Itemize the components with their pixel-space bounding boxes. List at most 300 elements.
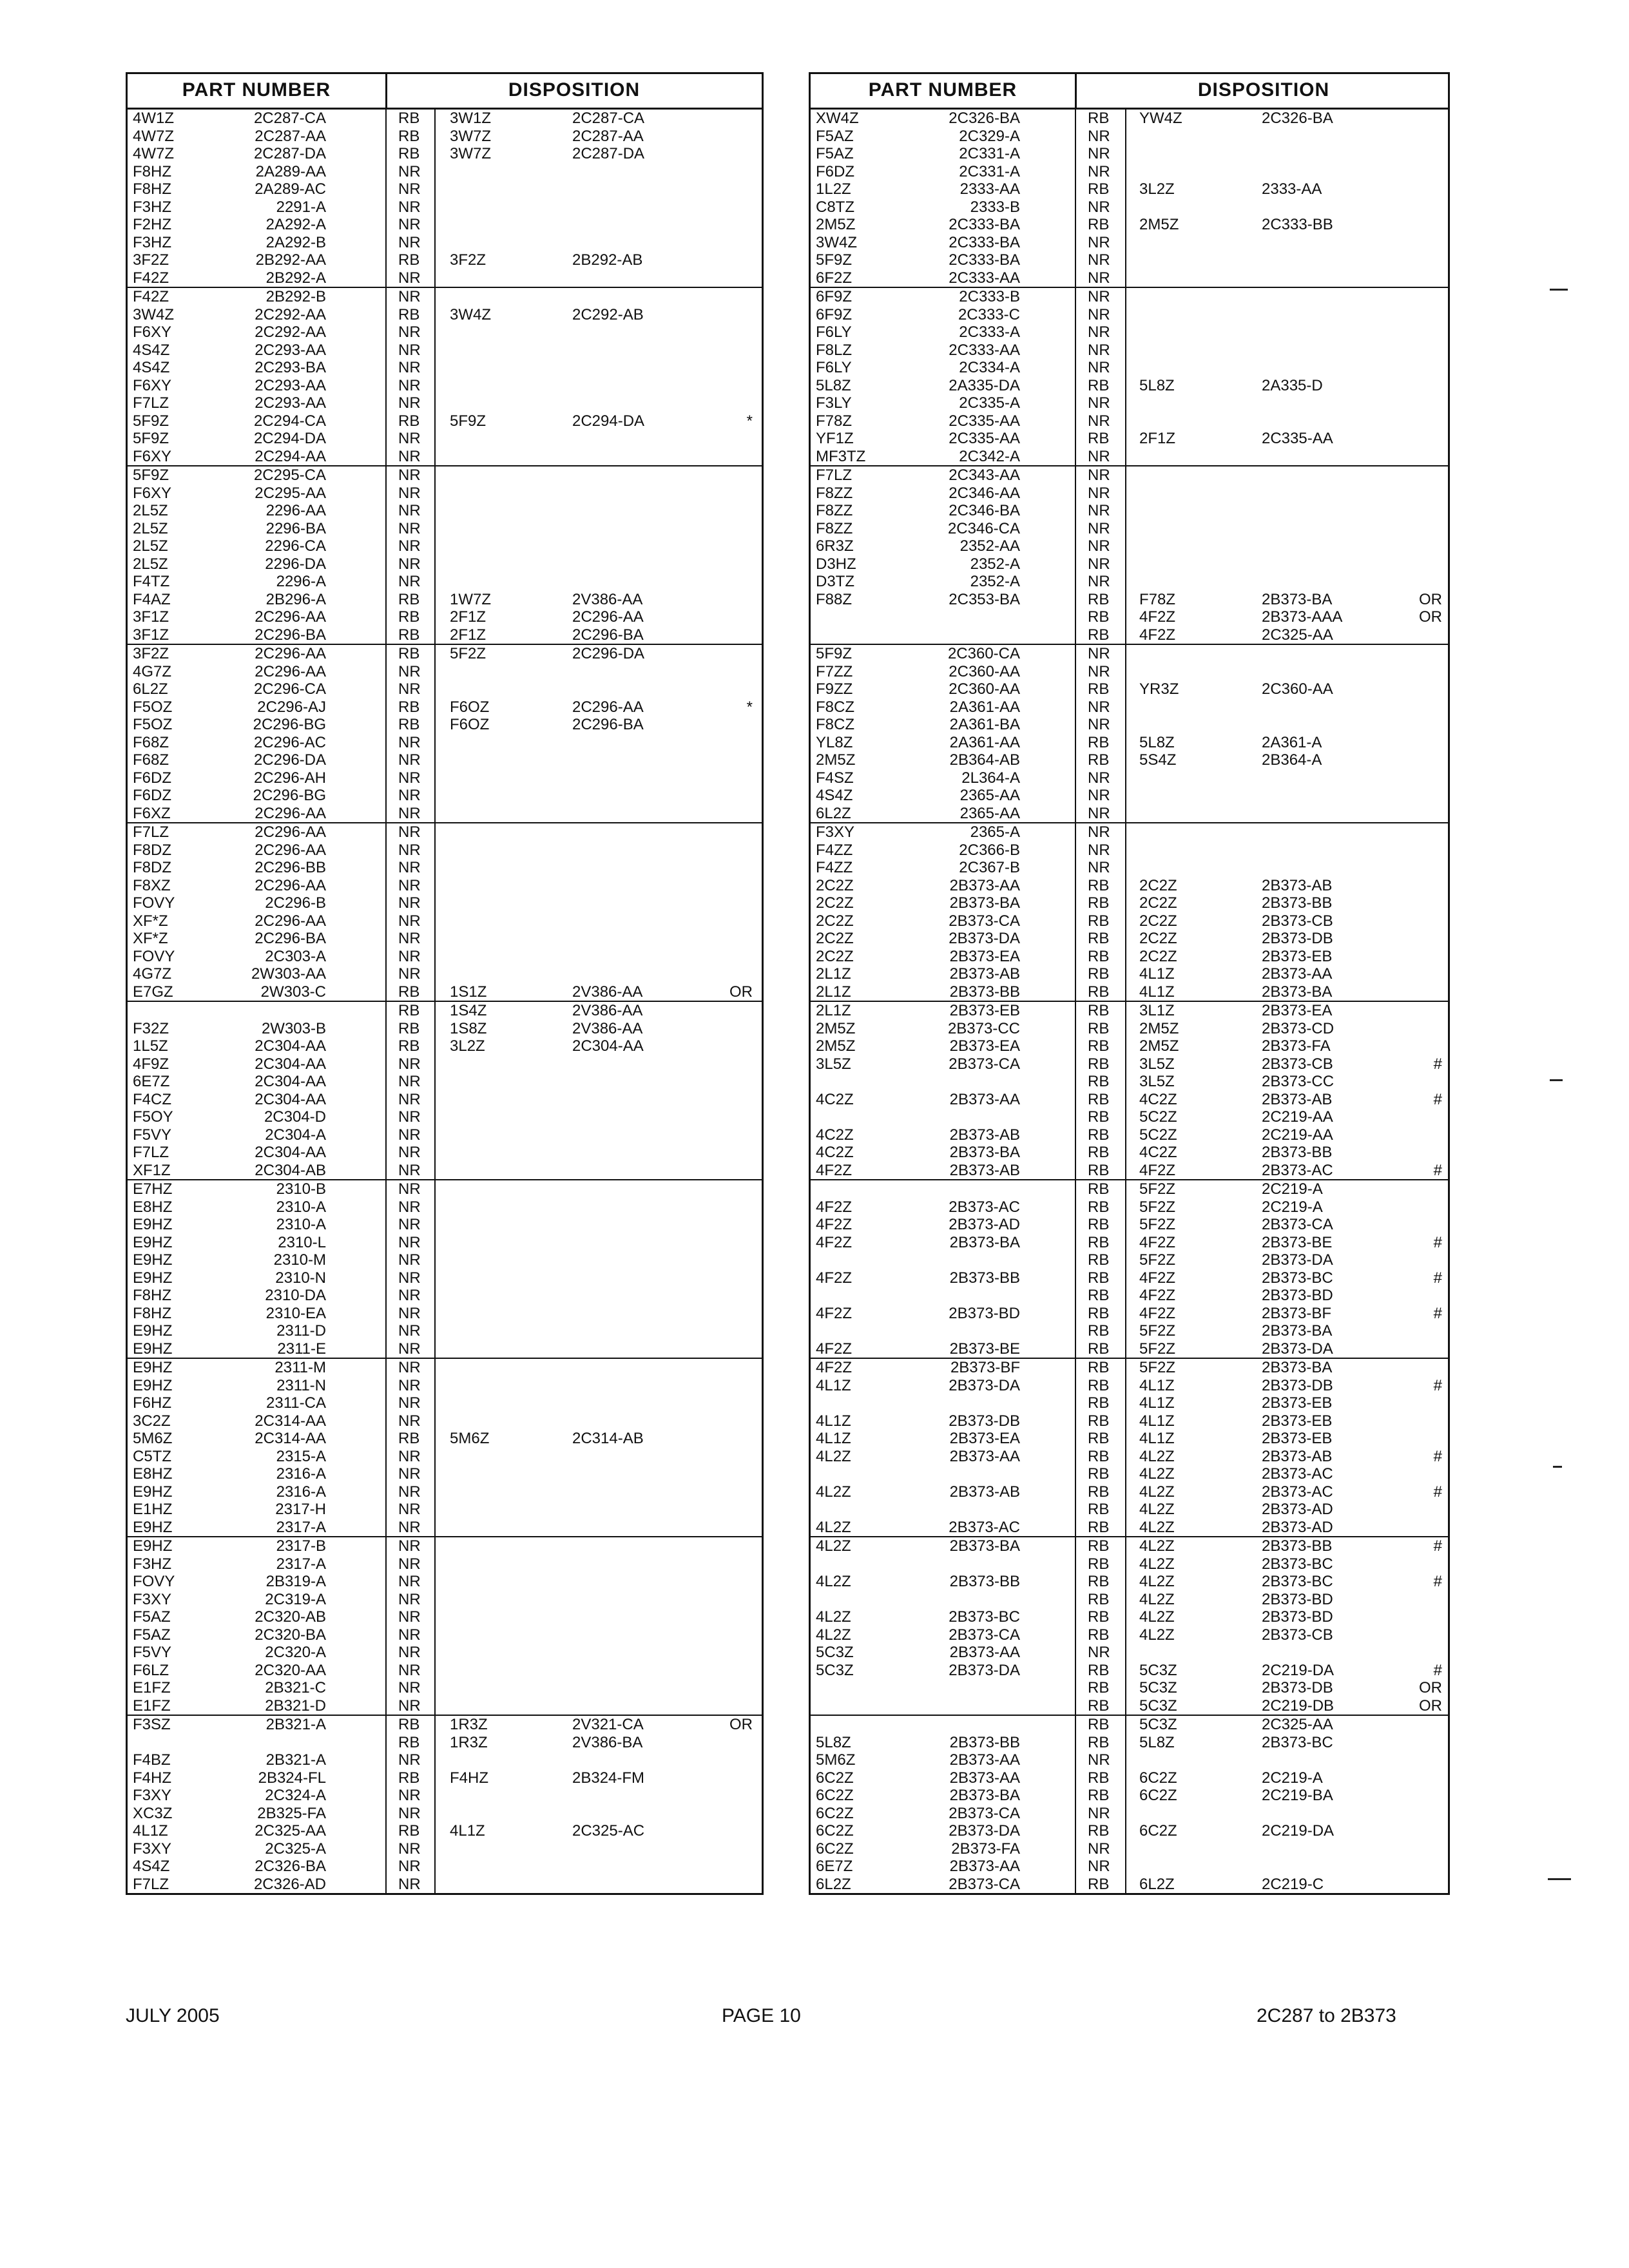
table-row: [811, 1465, 1448, 1483]
model-code: XF1Z: [133, 1161, 171, 1179]
replacement-part: 2B373-AD: [1262, 1501, 1333, 1518]
model-code: F7LZ: [816, 466, 853, 484]
table-row: [128, 805, 762, 823]
replacement-model: 5L8Z: [1139, 1733, 1175, 1751]
model-code: 2L1Z: [816, 965, 851, 983]
disposition-code: NR: [1088, 127, 1110, 145]
part-number: 2W303-AA: [251, 965, 326, 983]
disposition-code: NR: [1088, 662, 1110, 680]
disposition-code: RB: [1088, 376, 1110, 394]
part-number: 2310-L: [278, 1233, 326, 1251]
replacement-part: 2C304-AA: [572, 1037, 644, 1055]
table-row: [811, 341, 1448, 360]
model-code: E9HZ: [133, 1537, 173, 1555]
table-row: [811, 894, 1448, 912]
model-code: 4F2Z: [816, 1269, 853, 1287]
replacement-model: 4L2Z: [1139, 1483, 1175, 1501]
table-row: [128, 1537, 762, 1555]
disposition-code: RB: [1088, 1269, 1110, 1287]
part-number-header: PART NUMBER: [868, 79, 1017, 101]
model-code: 4S4Z: [816, 787, 853, 804]
replacement-model: 5F2Z: [450, 645, 487, 662]
part-number: 2B373-DA: [949, 930, 1020, 947]
disposition-code: RB: [398, 1019, 420, 1037]
table-row: [811, 1287, 1448, 1305]
table-row: [128, 341, 762, 360]
replacement-part: 2A335-D: [1262, 376, 1323, 394]
table-row: [128, 680, 762, 698]
table-row: [128, 234, 762, 252]
replacement-part: 2C325-AA: [1262, 626, 1333, 644]
part-number: 2B364-AB: [949, 751, 1020, 769]
replacement-model: 5C3Z: [1139, 1679, 1177, 1696]
disposition-code: NR: [398, 930, 421, 947]
part-number: 2B373-CC: [947, 1019, 1020, 1037]
replacement-model: 5C3Z: [1139, 1661, 1177, 1679]
replacement-model: 1R3Z: [450, 1716, 488, 1733]
footer-page-number: PAGE 10: [722, 2005, 801, 2026]
replacement-part: 2B324-FM: [572, 1769, 645, 1787]
part-number: 2291-A: [276, 198, 326, 216]
table-row: [128, 128, 762, 146]
table-row: [811, 948, 1448, 966]
part-number: 2B319-A: [265, 1573, 326, 1590]
table-row: [811, 180, 1448, 198]
disposition-code: NR: [1088, 1840, 1110, 1858]
disposition-code: NR: [398, 1198, 421, 1216]
replacement-model: 4F2Z: [1139, 1161, 1176, 1179]
replacement-model: F78Z: [1139, 590, 1176, 608]
disposition-code: RB: [1088, 1679, 1110, 1696]
model-code: F6XZ: [133, 804, 171, 822]
disposition-code: NR: [398, 519, 421, 537]
part-number: 2C326-BA: [949, 110, 1020, 127]
part-number: 2C294-CA: [253, 412, 326, 430]
disposition-code: NR: [398, 1518, 421, 1536]
part-number-header: PART NUMBER: [182, 79, 331, 101]
replacement-model: 4L1Z: [1139, 1376, 1175, 1394]
disposition-code: NR: [1088, 198, 1110, 216]
replacement-part: 2V321-CA: [572, 1716, 644, 1733]
table-row: [811, 377, 1448, 395]
replacement-part: 2B373-AAA: [1262, 608, 1343, 626]
part-number: 2B373-AA: [949, 1644, 1020, 1661]
disposition-code: NR: [398, 1751, 421, 1769]
part-number: 2C342-A: [959, 447, 1020, 465]
part-number: 2B373-AA: [949, 876, 1020, 894]
model-code: F4HZ: [133, 1769, 171, 1787]
part-number: 2C304-AA: [255, 1090, 326, 1108]
table-row: [128, 1287, 762, 1305]
replacement-model: 4L2Z: [1139, 1501, 1175, 1518]
disposition-code: NR: [398, 1090, 421, 1108]
margin-mark: [1553, 1466, 1562, 1468]
table-row: [811, 145, 1448, 163]
disposition-code: RB: [1088, 912, 1110, 930]
replacement-model: 3L2Z: [450, 1037, 485, 1055]
part-number: 2C360-CA: [947, 645, 1020, 662]
part-number: 2B373-BE: [949, 1340, 1020, 1358]
note-mark: #: [1433, 1447, 1442, 1465]
part-number: 2B373-BB: [949, 1573, 1020, 1590]
replacement-model: 4F2Z: [1139, 1287, 1176, 1304]
part-number: 2C325-A: [265, 1840, 326, 1858]
replacement-model: 4L1Z: [1139, 1412, 1175, 1430]
table-row: [128, 412, 762, 430]
model-code: E8HZ: [133, 1198, 173, 1216]
part-number: 2C296-AA: [255, 662, 326, 680]
table-row: [811, 1108, 1448, 1126]
disposition-code: RB: [1088, 1555, 1110, 1573]
table-row: [811, 537, 1448, 555]
disposition-code: NR: [398, 1287, 421, 1304]
disposition-code: NR: [1088, 769, 1110, 787]
disposition-code: RB: [1088, 1430, 1110, 1447]
part-number: 2C335-A: [959, 394, 1020, 412]
part-number: 2310-A: [276, 1198, 326, 1216]
disposition-code: NR: [1088, 359, 1110, 376]
table-row: [128, 1626, 762, 1644]
row-group: [811, 1359, 1448, 1537]
replacement-model: 3W1Z: [450, 110, 492, 127]
replacement-model: 6C2Z: [1139, 1787, 1177, 1804]
disposition-code: NR: [398, 1626, 421, 1644]
model-code: 5C3Z: [816, 1644, 854, 1661]
replacement-model: 1W7Z: [450, 590, 492, 608]
model-code: F3SZ: [133, 1716, 171, 1733]
table-row: [811, 877, 1448, 895]
part-number: 2C296-B: [265, 894, 326, 912]
replacement-model: F6OZ: [450, 698, 490, 716]
part-number: 2C333-BA: [949, 251, 1020, 269]
replacement-model: 5C2Z: [1139, 1126, 1177, 1144]
disposition-code: RB: [1088, 216, 1110, 233]
part-number: 2C287-CA: [253, 110, 326, 127]
row-group: [811, 1002, 1448, 1180]
table-row: [811, 1591, 1448, 1609]
disposition-code: RB: [1088, 1055, 1110, 1073]
model-code: 4L1Z: [816, 1412, 851, 1430]
replacement-part: 2B373-AC: [1262, 1465, 1333, 1483]
disposition-code: RB: [1088, 1626, 1110, 1644]
part-number: 2B373-AC: [949, 1518, 1020, 1536]
replacement-part: 2B373-AC: [1262, 1161, 1333, 1179]
disposition-code: NR: [398, 1144, 421, 1161]
model-code: F6LY: [816, 323, 852, 341]
disposition-code: NR: [1088, 841, 1110, 859]
table-row: [128, 1555, 762, 1573]
table-row: [128, 1020, 762, 1038]
replacement-part: 2A361-A: [1262, 733, 1322, 751]
table-row: [128, 1037, 762, 1055]
model-code: 5F9Z: [133, 466, 169, 484]
disposition-code: NR: [398, 859, 421, 876]
model-code: FOVY: [133, 947, 175, 965]
disposition-code: RB: [1088, 876, 1110, 894]
model-code: F8LZ: [816, 341, 853, 359]
part-number: 2C295-CA: [253, 466, 326, 484]
table-row: [811, 323, 1448, 341]
table-row: [811, 1769, 1448, 1787]
part-number: 2317-A: [276, 1555, 326, 1573]
model-code: 2M5Z: [816, 1037, 856, 1055]
replacement-model: 6C2Z: [1139, 1769, 1177, 1787]
replacement-part: 2B373-EB: [1262, 1394, 1333, 1412]
table-row: [811, 1822, 1448, 1840]
model-code: 2L5Z: [133, 502, 168, 519]
table-row: [811, 1858, 1448, 1876]
model-code: 6C2Z: [816, 1840, 854, 1858]
table-row: [128, 1608, 762, 1626]
part-number: 2C303-A: [265, 947, 326, 965]
table-row: [811, 1448, 1448, 1466]
table-row: [128, 751, 762, 769]
disposition-code: NR: [398, 1412, 421, 1430]
table-row: [811, 1198, 1448, 1216]
row-group: [811, 1537, 1448, 1716]
disposition-code: NR: [398, 484, 421, 502]
model-code: 2L5Z: [133, 555, 168, 573]
part-number: 2C296-AA: [255, 645, 326, 662]
table-row: [811, 1555, 1448, 1573]
replacement-model: 5F2Z: [1139, 1216, 1176, 1233]
table-row: [811, 306, 1448, 324]
model-code: F3HZ: [133, 1555, 171, 1573]
table-row: [128, 983, 762, 1001]
footer-range: 2C287 to 2B373: [1257, 2005, 1396, 2026]
replacement-model: 2F1Z: [450, 626, 487, 644]
table-row: [811, 1734, 1448, 1752]
table-row: [811, 485, 1448, 503]
model-code: F4BZ: [133, 1751, 171, 1769]
table-row: [128, 1769, 762, 1787]
table-row: [128, 591, 762, 609]
row-group: [128, 1002, 762, 1180]
part-number: 2B321-A: [265, 1751, 326, 1769]
part-number: 2B373-BA: [949, 1787, 1020, 1804]
disposition-code: NR: [398, 1304, 421, 1322]
table-row: [128, 1198, 762, 1216]
replacement-part: 2C219-DA: [1262, 1661, 1335, 1679]
model-code: 2L5Z: [133, 519, 168, 537]
replacement-part: 2B373-AA: [1262, 965, 1333, 983]
model-code: F6XY: [133, 447, 172, 465]
disposition-code: NR: [398, 1840, 421, 1858]
table-row: [811, 1234, 1448, 1252]
disposition-code: NR: [1088, 288, 1110, 305]
part-number: 2310-M: [273, 1251, 326, 1269]
table-row: [128, 430, 762, 448]
disposition-code: RB: [1088, 1376, 1110, 1394]
replacement-part: 2B364-A: [1262, 751, 1322, 769]
table-row: [128, 1377, 762, 1395]
table-row: [811, 930, 1448, 948]
part-number: 2B373-AB: [949, 1126, 1020, 1144]
part-number: 2B373-DA: [949, 1376, 1020, 1394]
model-code: F4ZZ: [816, 841, 853, 859]
part-number: 2C296-AC: [253, 733, 326, 751]
table-row: [811, 1073, 1448, 1091]
disposition-code: NR: [398, 1608, 421, 1626]
disposition-code: NR: [1088, 251, 1110, 269]
part-number: 2B373-AB: [949, 965, 1020, 983]
table-row: [811, 1787, 1448, 1805]
table-row: [128, 823, 762, 841]
row-group: [128, 1359, 762, 1537]
disposition-code: NR: [1088, 323, 1110, 341]
part-number: 2C319-A: [265, 1590, 326, 1608]
disposition-code: NR: [1088, 519, 1110, 537]
table-row: [128, 894, 762, 912]
model-code: 3F1Z: [133, 608, 169, 626]
part-number: 2B373-DB: [949, 1412, 1020, 1430]
table-row: [128, 1340, 762, 1358]
disposition-code: NR: [398, 216, 421, 233]
disposition-code: NR: [1088, 1804, 1110, 1822]
table-row: [811, 359, 1448, 377]
part-number: 2C293-AA: [255, 394, 326, 412]
table-row: [811, 859, 1448, 877]
disposition-code: NR: [398, 162, 421, 180]
replacement-model: 4F2Z: [1139, 608, 1176, 626]
disposition-code: RB: [1088, 1412, 1110, 1430]
model-code: F7LZ: [133, 823, 169, 841]
replacement-part: 2C219-BA: [1262, 1787, 1333, 1804]
disposition-code: NR: [398, 751, 421, 769]
model-code: 4W1Z: [133, 110, 175, 127]
model-code: MF3TZ: [816, 447, 866, 465]
model-code: 2L1Z: [816, 983, 851, 1001]
part-number: 2365-A: [970, 823, 1020, 841]
model-code: 5C3Z: [816, 1661, 854, 1679]
part-number: 2C296-DA: [253, 751, 326, 769]
table-row: [811, 1644, 1448, 1662]
part-number: 2C333-B: [959, 288, 1020, 305]
disposition-code: NR: [1088, 447, 1110, 465]
replacement-model: 1S1Z: [450, 983, 487, 1001]
row-group: [811, 1180, 1448, 1359]
model-code: 2C2Z: [816, 876, 854, 894]
replacement-part: 2B373-BD: [1262, 1287, 1333, 1304]
table-row: [128, 537, 762, 555]
disposition-code: NR: [398, 1661, 421, 1679]
table-row: [811, 841, 1448, 860]
row-group: [128, 645, 762, 823]
table-row: [128, 306, 762, 324]
table-row: [811, 573, 1448, 591]
disposition-code: RB: [1088, 1322, 1110, 1340]
part-number: 2C333-BA: [949, 233, 1020, 251]
disposition-code: RB: [1088, 1590, 1110, 1608]
replacement-model: 5L8Z: [1139, 376, 1175, 394]
disposition-code: NR: [398, 1679, 421, 1696]
model-code: F4CZ: [133, 1090, 171, 1108]
replacement-part: 2C335-AA: [1262, 430, 1333, 447]
replacement-part: 2B373-BB: [1262, 1144, 1333, 1161]
model-code: 4L2Z: [816, 1626, 851, 1644]
replacement-part: 2C287-CA: [572, 110, 645, 127]
model-code: F5VY: [133, 1644, 172, 1661]
replacement-model: F6OZ: [450, 716, 490, 733]
disposition-code: RB: [1088, 1090, 1110, 1108]
table-row: [128, 1822, 762, 1840]
part-number: 2B373-DA: [949, 1661, 1020, 1679]
disposition-code: RB: [1088, 1769, 1110, 1787]
replacement-part: 2B373-BC: [1262, 1573, 1333, 1590]
part-number: 2B373-BB: [949, 1269, 1020, 1287]
replacement-part: 2B373-EB: [1262, 1412, 1333, 1430]
replacement-part: 2B373-BA: [1262, 1359, 1333, 1376]
disposition-code: RB: [398, 983, 420, 1001]
part-number: 2352-A: [970, 555, 1020, 573]
model-code: 4S4Z: [133, 341, 170, 359]
disposition-code: NR: [398, 876, 421, 894]
replacement-model: 2C2Z: [1139, 912, 1177, 930]
replacement-part: 2C296-BA: [572, 626, 644, 644]
part-number: 2A289-AA: [255, 162, 326, 180]
table-row: [128, 698, 762, 716]
part-number: 2B373-EA: [949, 1037, 1020, 1055]
table-row: [811, 1251, 1448, 1269]
disposition-code: NR: [1088, 341, 1110, 359]
replacement-part: 2C296-AA: [572, 608, 644, 626]
part-number: 2C325-AA: [255, 1822, 326, 1840]
table-row: [811, 555, 1448, 573]
part-number: 2C296-BG: [253, 716, 326, 733]
part-number: 2311-E: [277, 1340, 326, 1358]
note-mark: #: [1433, 1269, 1442, 1287]
note-mark: #: [1433, 1661, 1442, 1679]
disposition-code: RB: [398, 626, 420, 644]
part-number: 2B373-DA: [949, 1822, 1020, 1840]
table-row: [811, 591, 1448, 609]
part-number: 2C296-BA: [255, 930, 326, 947]
part-number: 2A361-BA: [949, 716, 1020, 733]
disposition-code: NR: [398, 1055, 421, 1073]
replacement-model: 5M6Z: [450, 1430, 490, 1447]
replacement-part: 2V386-AA: [572, 590, 643, 608]
disposition-code: NR: [398, 1465, 421, 1483]
model-code: E9HZ: [133, 1340, 173, 1358]
part-number: 2B373-BF: [950, 1359, 1020, 1376]
replacement-model: 5F9Z: [450, 412, 487, 430]
note-mark: #: [1433, 1483, 1442, 1501]
replacement-model: 3L1Z: [1139, 1002, 1175, 1019]
note-mark: #: [1433, 1376, 1442, 1394]
replacement-model: 5F2Z: [1139, 1251, 1176, 1269]
table-row: [128, 1430, 762, 1448]
part-number: 2296-A: [276, 573, 326, 590]
replacement-model: YR3Z: [1139, 680, 1179, 698]
table-row: [128, 663, 762, 681]
replacement-part: 2B373-BF: [1262, 1304, 1332, 1322]
disposition-code: NR: [398, 537, 421, 555]
model-code: F8CZ: [816, 698, 854, 716]
model-code: F5OY: [133, 1108, 173, 1126]
table-row: [128, 1501, 762, 1519]
disposition-code: RB: [1088, 983, 1110, 1001]
part-number: 2B373-EB: [949, 1002, 1020, 1019]
table-row: [811, 1537, 1448, 1555]
replacement-part: 2V386-AA: [572, 1002, 643, 1019]
disposition-header: DISPOSITION: [508, 79, 641, 101]
replacement-model: 4L1Z: [450, 1822, 485, 1840]
table-row: [811, 1269, 1448, 1287]
replacement-part: 2B373-CB: [1262, 1055, 1333, 1073]
part-number: 2296-DA: [265, 555, 326, 573]
disposition-code: RB: [1088, 626, 1110, 644]
table-row: [811, 163, 1448, 181]
